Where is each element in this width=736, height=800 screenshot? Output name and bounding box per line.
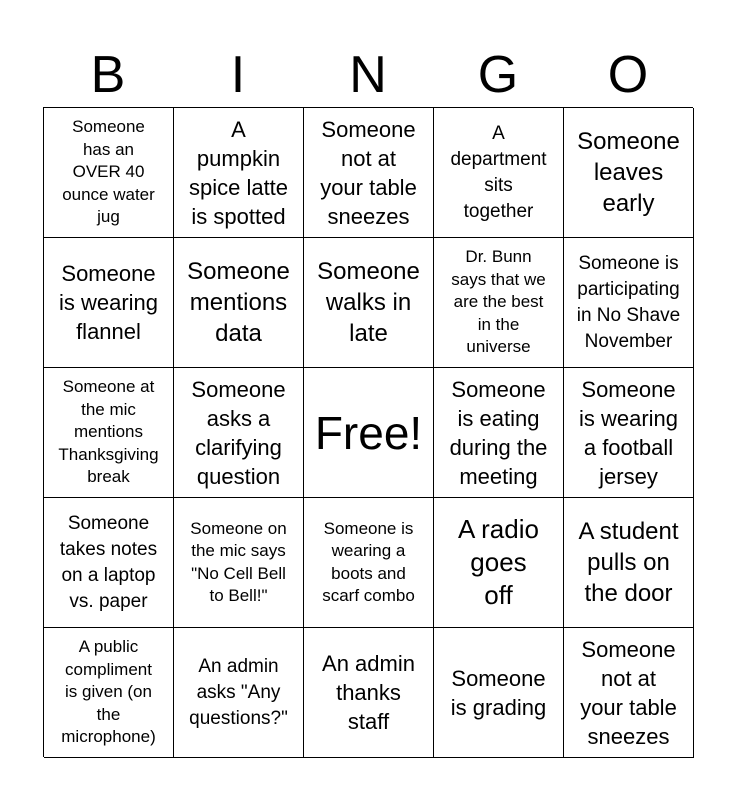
bingo-cell-text: Someone is wearing flannel xyxy=(58,261,159,344)
bingo-cell-r1c3[interactable] xyxy=(304,108,434,238)
bingo-cell-r3c5[interactable] xyxy=(564,368,694,498)
bingo-cell-r5c4[interactable] xyxy=(434,628,564,758)
bingo-cell-text: An admin asks "Any questions?" xyxy=(189,655,288,729)
bingo-cell-text: A department sits together xyxy=(450,122,547,222)
bingo-cell-text: Someone is participating in No Shave November xyxy=(576,252,681,352)
bingo-cell-r5c2[interactable] xyxy=(174,628,304,758)
bingo-cell-r5c5[interactable] xyxy=(564,628,694,758)
bingo-cell-text: Someone takes notes on a laptop vs. paper xyxy=(59,512,158,612)
bingo-cell-r2c5[interactable] xyxy=(564,238,694,368)
bingo-cell-text: A public compliment is given (on the microphone) xyxy=(61,637,156,747)
bingo-cell-r2c4[interactable] xyxy=(434,238,564,368)
header-letter-n: N xyxy=(349,46,387,104)
bingo-cell-r3c4[interactable] xyxy=(434,368,564,498)
bingo-cell-free[interactable] xyxy=(304,368,434,498)
bingo-cell-r1c2[interactable] xyxy=(174,108,304,238)
bingo-cell-r4c1[interactable] xyxy=(44,498,174,628)
bingo-cell-r4c3[interactable] xyxy=(304,498,434,628)
bingo-cell-r4c2[interactable] xyxy=(174,498,304,628)
bingo-cell-r1c1[interactable] xyxy=(44,108,174,238)
header-letter-o: O xyxy=(607,46,649,104)
bingo-cell-text: Someone leaves early xyxy=(577,128,680,217)
bingo-cell-text: Someone mentions data xyxy=(187,258,290,347)
bingo-cell-r3c2[interactable] xyxy=(174,368,304,498)
bingo-cell-text: Someone is wearing a football jersey xyxy=(578,376,679,489)
bingo-cell-r3c1[interactable] xyxy=(44,368,174,498)
free-space-text: Free! xyxy=(314,406,423,459)
header-letter-b: B xyxy=(90,46,126,104)
bingo-cell-text: Someone has an OVER 40 ounce water jug xyxy=(62,117,155,227)
bingo-cell-r1c5[interactable] xyxy=(564,108,694,238)
bingo-cell-text: Someone on the mic says "No Cell Bell to Bell!" xyxy=(190,518,287,605)
bingo-cell-r2c1[interactable] xyxy=(44,238,174,368)
bingo-cell-r4c4[interactable] xyxy=(434,498,564,628)
bingo-cell-r5c3[interactable] xyxy=(304,628,434,758)
header-letter-g: G xyxy=(477,46,519,104)
bingo-cell-text: A student pulls on the door xyxy=(578,518,679,607)
bingo-cell-text: Someone not at your table sneezes xyxy=(320,116,417,229)
bingo-header xyxy=(43,42,693,108)
bingo-cell-text: Someone is eating during the meeting xyxy=(449,376,548,489)
bingo-cell-text: Someone asks a clarifying question xyxy=(191,376,286,489)
header-letter-i: I xyxy=(230,46,246,104)
bingo-cell-text: Someone not at your table sneezes xyxy=(580,636,677,749)
bingo-cell-text: Someone walks in late xyxy=(317,258,420,347)
bingo-cell-text: Someone is wearing a boots and scarf combo xyxy=(322,518,415,605)
bingo-cell-text: Someone at the mic mentions Thanksgiving break xyxy=(58,377,159,487)
bingo-cell-r5c1[interactable] xyxy=(44,628,174,758)
bingo-cell-text: A pumpkin spice latte is spotted xyxy=(188,116,289,229)
bingo-cell-text: A radio goes off xyxy=(458,514,539,610)
bingo-cell-text: An admin thanks staff xyxy=(322,651,415,734)
bingo-cell-r2c2[interactable] xyxy=(174,238,304,368)
bingo-cell-r1c4[interactable] xyxy=(434,108,564,238)
bingo-board xyxy=(43,107,693,757)
bingo-cell-r2c3[interactable] xyxy=(304,238,434,368)
bingo-cell-text: Dr. Bunn says that we are the best in the universe xyxy=(451,247,546,357)
bingo-cell-r4c5[interactable] xyxy=(564,498,694,628)
bingo-cell-text: Someone is grading xyxy=(450,665,547,720)
